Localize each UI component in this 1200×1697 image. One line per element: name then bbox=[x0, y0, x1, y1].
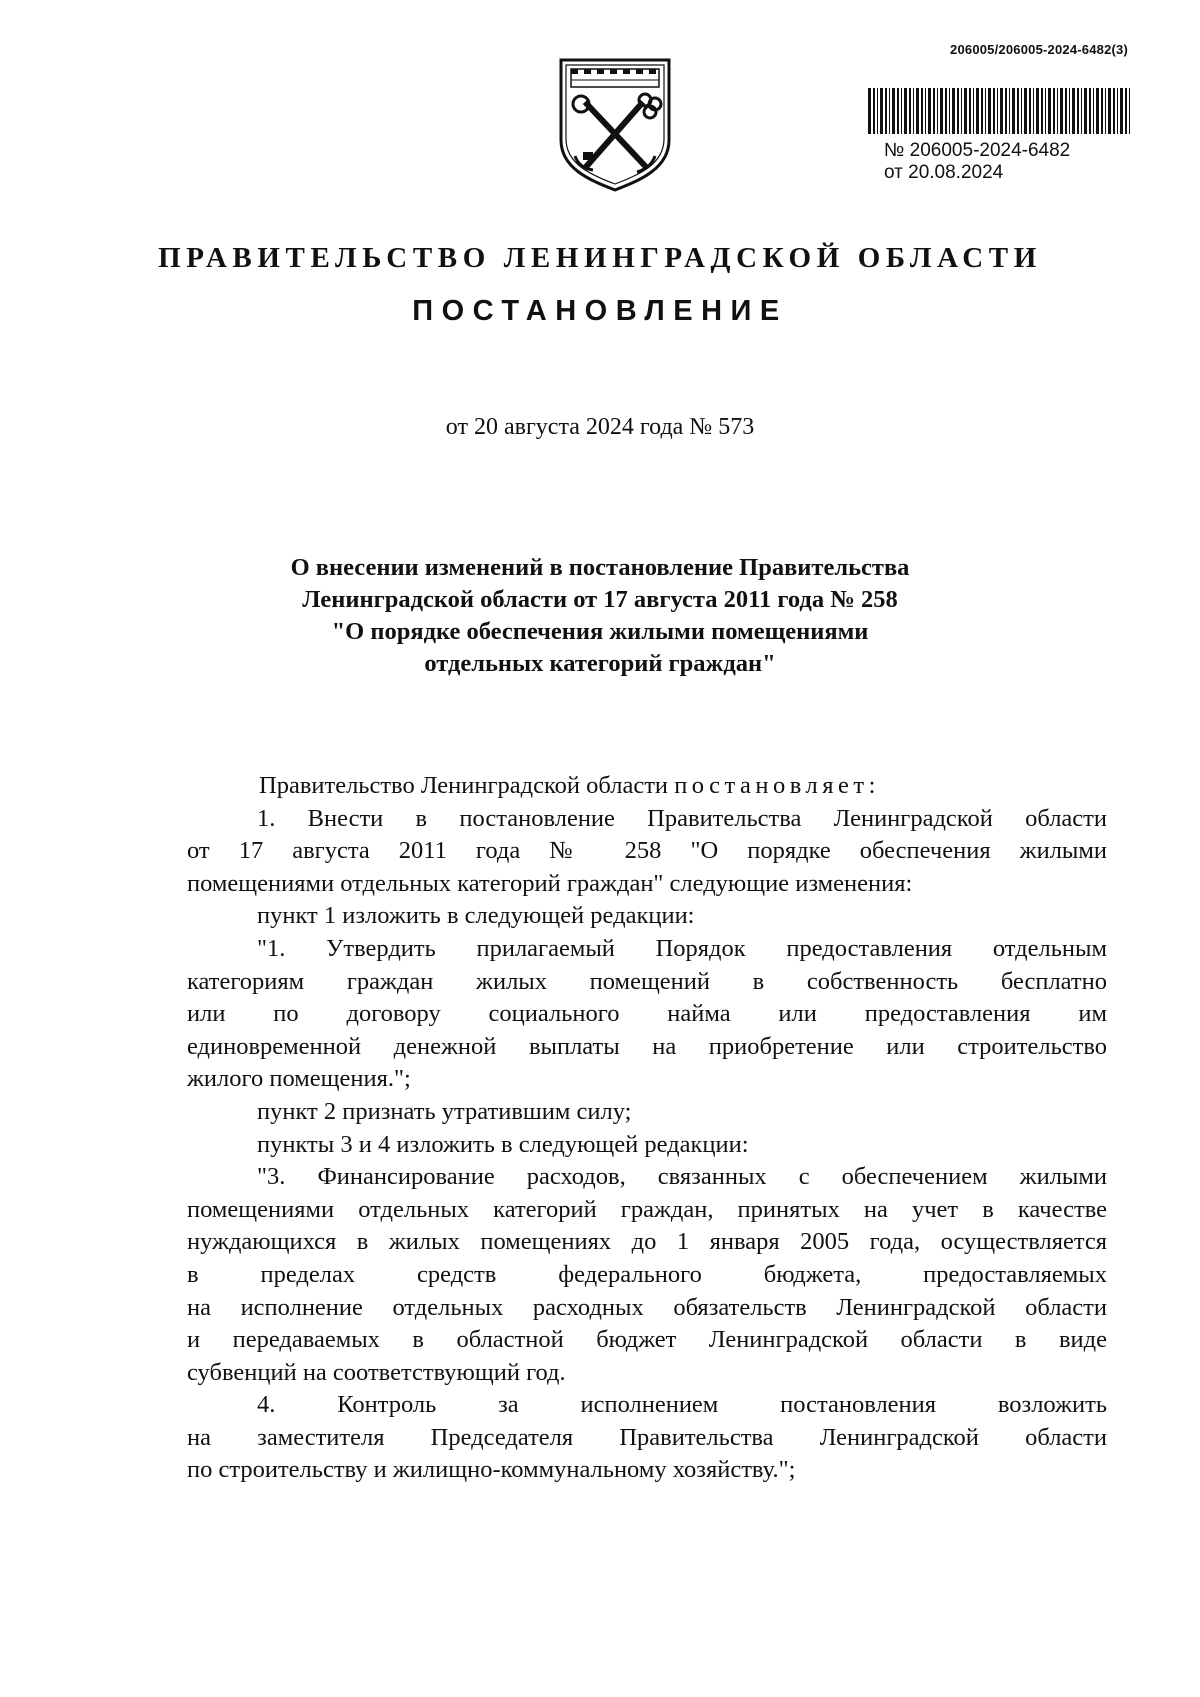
body-line: субвенций на соответствующий год. bbox=[187, 1358, 566, 1386]
document-type-title: ПОСТАНОВЛЕНИЕ bbox=[412, 295, 788, 327]
subject-line: О внесении изменений в постановление Правительства bbox=[290, 554, 910, 581]
barcode bbox=[868, 88, 1134, 134]
body-line: 1. Внести в постановление Правительства Ленинградской области bbox=[257, 804, 1107, 832]
body-line: помещениями отдельных категорий граждан, принятых на учет в качестве bbox=[187, 1195, 1107, 1223]
registration-date: от 20.08.2024 bbox=[884, 162, 1004, 183]
body-line: пункт 1 изложить в следующей редакции: bbox=[257, 902, 695, 930]
document-date-number: от 20 августа 2024 года № 573 bbox=[445, 414, 755, 440]
document-subject bbox=[200, 552, 1000, 680]
body-line: жилого помещения."; bbox=[187, 1065, 411, 1093]
document-body bbox=[187, 770, 1107, 1487]
body-line: по строительству и жилищно-коммунальному хозяйству."; bbox=[187, 1456, 796, 1484]
body-line: и передаваемых в областной бюджет Ленинградской области в виде bbox=[187, 1326, 1107, 1354]
body-line: или по договору социального найма или предоставления им bbox=[187, 1000, 1107, 1028]
subject-line: Ленинградской области от 17 августа 2011 года № 258 bbox=[302, 586, 898, 613]
registration-number: № 206005-2024-6482 bbox=[884, 140, 1071, 161]
body-line: 4. Контроль за исполнением постановления возложить bbox=[257, 1391, 1107, 1419]
preamble-lead: Правительство Ленинградской области bbox=[259, 772, 675, 799]
body-line: помещениями отдельных категорий граждан" следующие изменения: bbox=[187, 869, 913, 897]
preamble bbox=[187, 770, 1107, 803]
body-line: категориям граждан жилых помещений в собственность бесплатно bbox=[187, 967, 1107, 995]
body-line: нуждающихся в жилых помещениях до 1 января 2005 года, осуществляется bbox=[187, 1228, 1107, 1256]
document-reference: 206005/206005-2024-6482(3) bbox=[950, 42, 1128, 57]
body-line: на исполнение отдельных расходных обязательств Ленинградской области bbox=[187, 1293, 1107, 1321]
body-line: пункты 3 и 4 изложить в следующей редакции: bbox=[257, 1130, 749, 1158]
body-line: пункт 2 признать утратившим силу; bbox=[257, 1097, 632, 1125]
government-title: ПРАВИТЕЛЬСТВО ЛЕНИНГРАДСКОЙ ОБЛАСТИ bbox=[158, 242, 1042, 274]
body-line: на заместителя Председателя Правительства Ленинградской области bbox=[187, 1423, 1107, 1451]
subject-line: отдельных категорий граждан" bbox=[424, 650, 776, 677]
preamble-verb: постановляет: bbox=[674, 772, 880, 799]
body-line: "3. Финансирование расходов, связанных с обеспечением жилыми bbox=[257, 1163, 1107, 1191]
body-line: от 17 августа 2011 года № 258 "О порядке обеспечения жилыми bbox=[187, 837, 1107, 865]
body-line: "1. Утвердить прилагаемый Порядок предоставления отдельным bbox=[257, 934, 1107, 962]
body-line: в пределах средств федерального бюджета, предоставляемых bbox=[187, 1260, 1107, 1288]
body-line: единовременной денежной выплаты на приобретение или строительство bbox=[187, 1032, 1107, 1060]
subject-line: "О порядке обеспечения жилыми помещениями bbox=[331, 618, 869, 645]
coat-of-arms-emblem bbox=[555, 56, 675, 194]
